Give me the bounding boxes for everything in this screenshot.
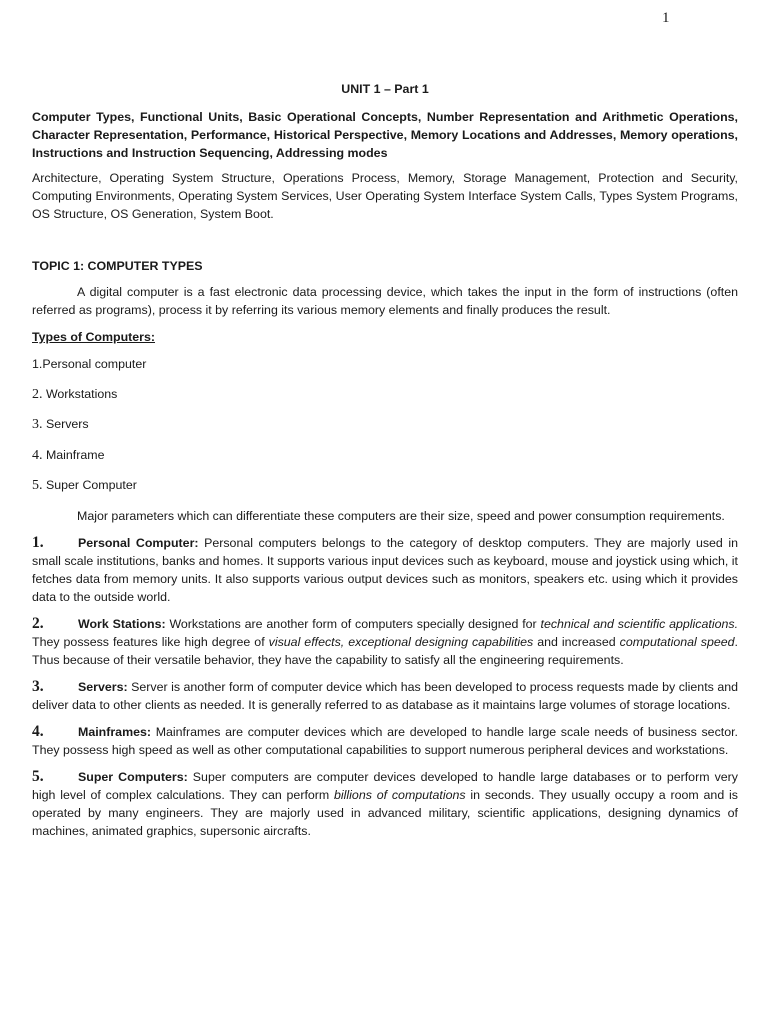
detail-work-stations [32,615,738,669]
detail-label: Mainframes: [78,724,151,739]
detail-text: . Thus because of their versatile behavior, they have the capability to satisfy all the engineering requirements. [32,634,738,667]
list-item [32,355,738,373]
detail-emphasis: visual effects, exceptional designing capabilities [268,634,534,649]
list-item [32,415,738,434]
document-body [32,80,738,849]
topics-bold: Computer Types, Functional Units, Basic Operational Concepts, Number Representation and Arithmetic Operations, Character Representation, Performance, Historical Perspective, Memory Locations and Addresses, Memory operations, Instructions and Instruction Sequencing, Addressing modes [32,110,738,160]
topic-heading: TOPIC 1: COMPUTER TYPES [32,259,203,273]
detail-number: 1. [32,533,44,551]
list-item [32,385,738,404]
detail-text: and increased [533,634,620,649]
detail-number: 3. [32,677,44,695]
detail-label: Work Stations: [78,616,166,631]
list-item-number: 1. [32,357,43,371]
detail-emphasis: computational speed [619,634,735,649]
detail-label: Super Computers: [78,769,188,784]
list-item-label: Mainframe [42,447,105,462]
unit-title: UNIT 1 – Part 1 [341,82,429,96]
detail-mainframes [32,723,738,759]
detail-text: They possess features like high degree of [32,634,269,649]
list-item-number: 4. [32,447,43,463]
detail-super-computers [32,768,738,840]
topic-intro: A digital computer is a fast electronic data processing device, which takes the input in the form of instructions (often referred as programs), process it by referring its various memory elements and finally produces the result. [32,285,738,317]
list-item-label: Servers [42,417,89,431]
list-item-number: 2. [32,386,43,402]
detail-label: Personal Computer: [78,535,199,550]
list-item [32,476,738,495]
detail-text: in seconds. They usually occupy a room and is operated by many engineers. They are majorly used in advanced military, scientific applications, designing dynamics of machines, animated graphics, supersonic aircrafts. [32,787,738,838]
types-heading: Types of Computers: [32,330,155,344]
page-number: 1 [662,10,670,26]
major-parameters: Major parameters which can differentiate these computers are their size, speed and power consumption requirements. [77,508,725,523]
detail-number: 2. [32,614,44,632]
list-item-label: Workstations [42,386,118,401]
detail-text: Mainframes are computer devices which are developed to handle large scale needs of business sector. They possess high speed as well as other computational capabilities to support numerous peripheral devices and workstations. [32,724,738,757]
detail-servers [32,678,738,714]
detail-number: 4. [32,722,44,740]
detail-text: Workstations are another form of computers specially designed for [165,616,541,631]
list-item-label: Super Computer [42,478,137,492]
list-item-number: 5. [32,478,43,493]
list-item-label: Personal computer [42,357,147,371]
detail-personal-computer [32,534,738,606]
list-item-number: 3. [32,417,43,432]
detail-label: Servers: [78,679,128,694]
detail-emphasis: technical and scientific applications. [540,616,739,631]
detail-text: Personal computers belongs to the category of desktop computers. They are majorly used in small scale institutions, banks and homes. It supports various input devices such as keyboard, mouse and joystick using which, it fetches data from memory units. It also supports various output devices such as monitors, speakers etc. using which it provides data to the outside world. [32,535,739,604]
detail-emphasis: billions of computations [334,787,466,802]
list-item [32,446,738,465]
detail-number: 5. [32,767,44,785]
types-list [32,355,738,495]
topics-plain: Architecture, Operating System Structure, Operations Process, Memory, Storage Management, Protection and Security, Computing Environments, Operating System Services, User Operating System Interface System Calls, Types System Programs, OS Structure, OS Generation, System Boot. [32,171,738,221]
detail-text: Server is another form of computer device which has been developed to process requests made by clients and deliver data to other clients as needed. It is generally referred to as database as it maintains large volumes of storage locations. [32,679,738,712]
detail-text: Super computers are computer devices developed to handle large databases or to perform very high level of complex calculations. They can perform [32,769,738,802]
